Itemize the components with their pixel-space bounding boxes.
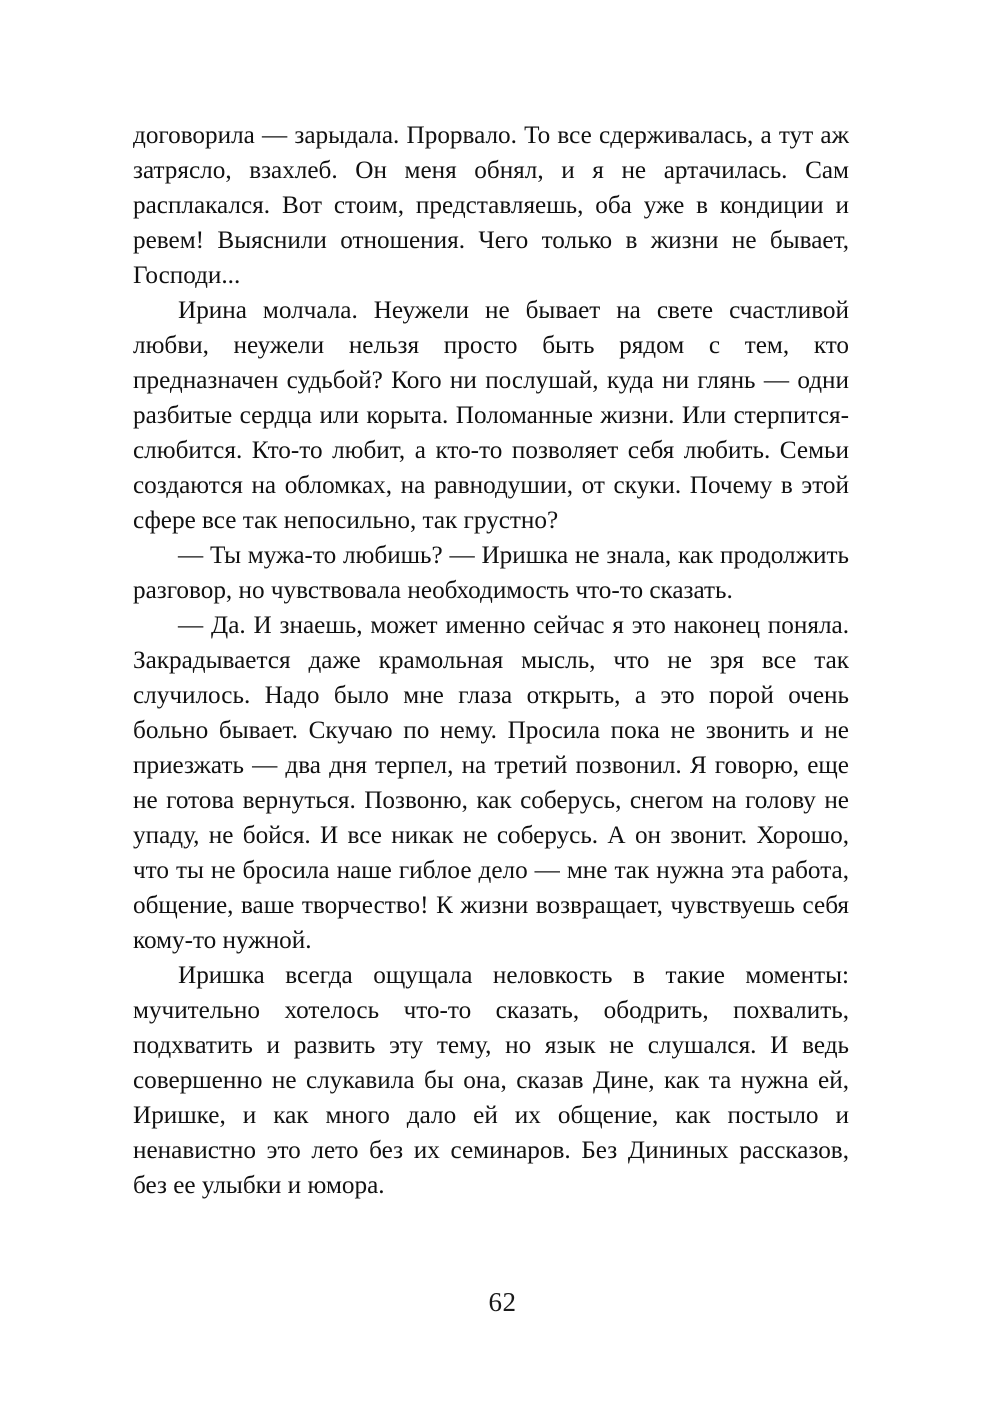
page-number: 62 xyxy=(488,1287,517,1317)
paragraph: Ирина молчала. Неужели не бывает на свете счастливой любви, неужели нельзя просто быть рядом с тем, кто предназначен судьбой? Кого ни послушай, куда ни глянь — одни разбитые сердца или корыта. Поломанные жизни. Или стерпится-слюбится. Кто-то любит, а кто-то позволяет себя любить. Семьи создаются на обломках, на равнодушии, от скуки. Почему в этой сфере все так непосильно, так грустно? xyxy=(133,297,849,534)
paragraph: договорила — зарыдала. Прорвало. То все сдерживалась, а тут аж затрясло, взахлеб. Он меня обнял, и я не артачилась. Сам расплакался. Вот стоим, представляешь, оба уже в кондиции и ревем! Выяснили отношения. Чего только в жизни не бывает, Господи... xyxy=(133,122,849,289)
paragraph: Иришка всегда ощущала неловкость в такие моменты: мучительно хотелось что-то сказать, ободрить, похвалить, подхватить и развить эту тему, но язык не слушался. И ведь совершенно не слукавила бы она, сказав Дине, как та нужна ей, Иришке, и как много дало ей их общение, как постыло и ненавистно это лето без их семинаров. Без Дининых рассказов, без ее улыбки и юмора. xyxy=(133,962,849,1199)
page-text-body xyxy=(133,118,849,1203)
paragraph: — Ты мужа-то любишь? — Иришка не знала, как продолжить разговор, но чувствовала необходимость что-то сказать. xyxy=(133,542,849,604)
paragraph: — Да. И знаешь, может именно сейчас я это наконец поняла. Закрадывается даже крамольная мысль, что не зря все так случилось. Надо было мне глаза открыть, а это порой очень больно бывает. Скучаю по нему. Просила пока не звонить и не приезжать — два дня терпел, на третий позвонил. Я говорю, еще не готова вернуться. Позвоню, как соберусь, снегом на голову не упаду, не бойся. И все никак не соберусь. А он звонит. Хорошо, что ты не бросила наше гиблое дело — мне так нужна эта работа, общение, ваше творчество! К жизни возвращает, чувствуешь себя кому-то нужной. xyxy=(133,612,849,954)
